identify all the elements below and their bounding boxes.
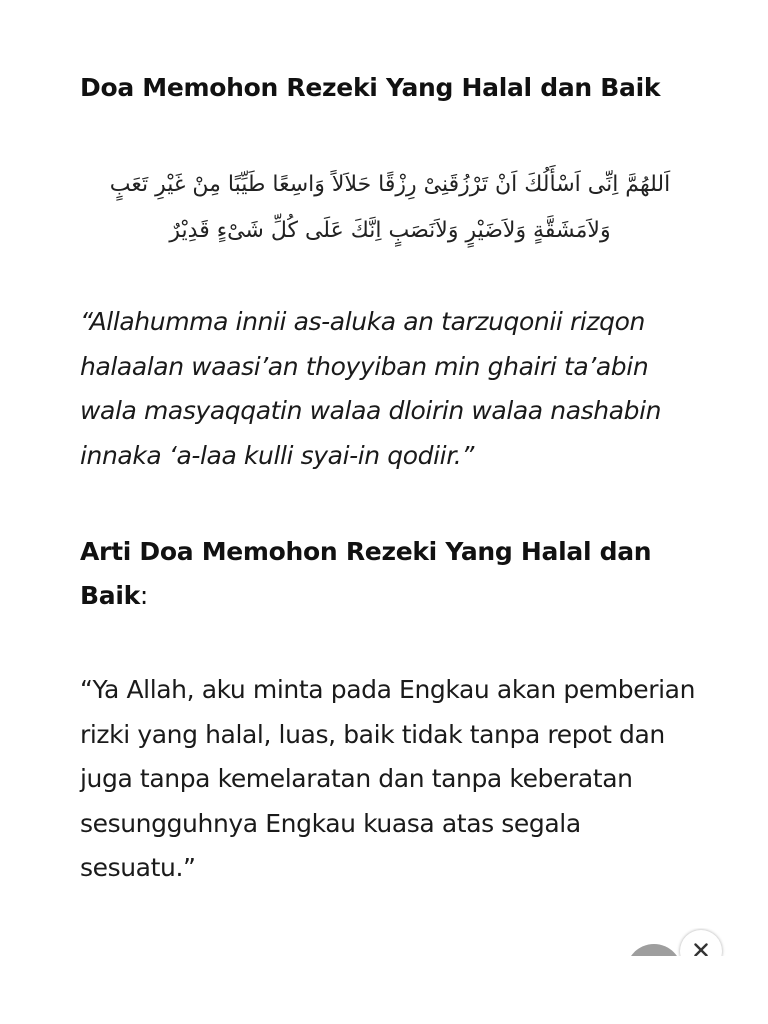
article-content — [80, 66, 700, 891]
close-icon — [694, 943, 708, 956]
meaning-heading — [80, 530, 700, 618]
arabic-prayer-text: اَللهُمَّ اِنِّى اَسْأَلُكَ اَنْ تَرْزُقَنِىْ رِزْقًا حَلاَلاً وَاسِعًا طَيِّبًا مِنْ غَيْرِ تَعَبٍ وَلاَمَشَقَّةٍ وَلاَضَيْرٍ وَلاَنَصَبٍ اِنَّكَ عَلَى كُلِّ شَىْءٍ قَدِيْرٌ — [109, 172, 671, 243]
prayer-transliteration: “Allahumma innii as-aluka an tarzuqonii rizqon halaalan waasi’an thoyyiban min ghairi ta’abin wala masyaqqatin walaa dloirin walaa nashabin innaka ‘a-laa kulli syai-in qodiir.” — [80, 307, 662, 470]
close-button[interactable] — [680, 930, 722, 956]
floating-bubble[interactable] — [626, 944, 682, 956]
prayer-meaning: “Ya Allah, aku minta pada Engkau akan pemberian rizki yang halal, luas, baik tidak tanpa repot dan juga tanpa kemelaratan dan tanpa keberatan sesungguhnya Engkau kuasa atas segala sesuatu.” — [80, 675, 696, 882]
meaning-heading-text: Arti Doa Memohon Rezeki Yang Halal dan Baik — [80, 537, 652, 610]
article-title — [80, 66, 700, 110]
article-title-text: Doa Memohon Rezeki Yang Halal dan Baik — [80, 73, 661, 102]
meaning-heading-colon: : — [139, 581, 149, 610]
floating-widget — [626, 928, 768, 956]
